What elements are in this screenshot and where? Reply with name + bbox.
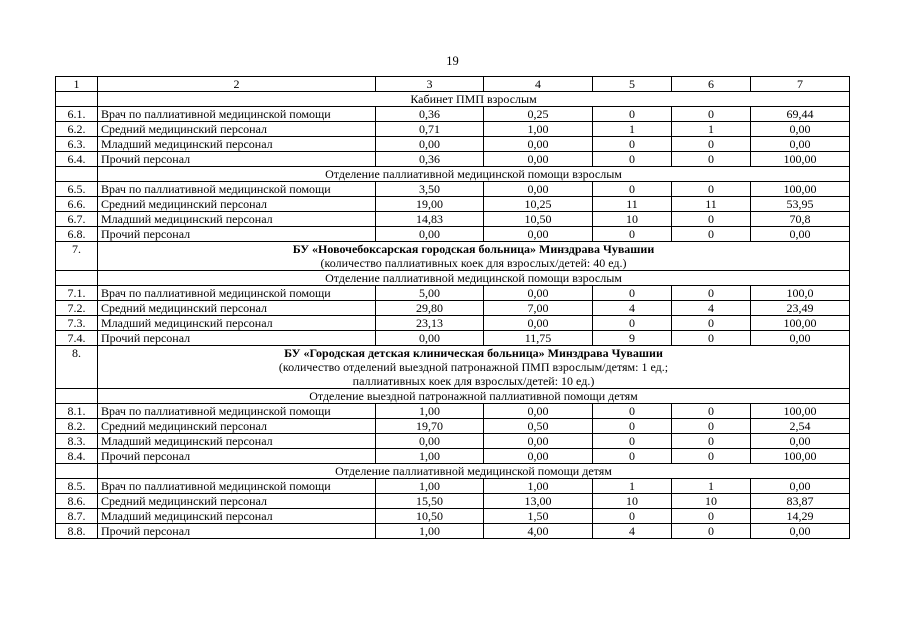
organization-row <box>56 346 850 389</box>
row-number: 6.2. <box>56 122 98 137</box>
value-cell: 0,00 <box>484 152 593 167</box>
section-row <box>56 271 850 286</box>
section-spacer <box>56 271 98 286</box>
value-cell: 0 <box>672 227 751 242</box>
staff-category: Прочий персонал <box>98 331 376 346</box>
row-number: 8.7. <box>56 509 98 524</box>
value-cell: 0,00 <box>484 404 593 419</box>
value-cell: 0 <box>593 152 672 167</box>
row-number: 6.8. <box>56 227 98 242</box>
row-number: 6.6. <box>56 197 98 212</box>
value-cell: 0,71 <box>376 122 484 137</box>
value-cell: 0 <box>672 286 751 301</box>
table-row <box>56 197 850 212</box>
value-cell: 0 <box>593 419 672 434</box>
organization-title <box>98 346 850 389</box>
value-cell: 100,00 <box>751 404 850 419</box>
table-row <box>56 137 850 152</box>
value-cell: 19,00 <box>376 197 484 212</box>
staff-category: Прочий персонал <box>98 227 376 242</box>
value-cell: 1,00 <box>376 449 484 464</box>
value-cell: 0 <box>593 404 672 419</box>
section-title: Отделение паллиативной медицинской помощи взрослым <box>98 167 850 182</box>
value-cell: 0,25 <box>484 107 593 122</box>
value-cell: 11,75 <box>484 331 593 346</box>
value-cell: 1 <box>593 479 672 494</box>
table-row <box>56 212 850 227</box>
staff-category: Младший медицинский персонал <box>98 212 376 227</box>
value-cell: 0,00 <box>376 331 484 346</box>
value-cell: 1,00 <box>484 479 593 494</box>
staff-category: Прочий персонал <box>98 449 376 464</box>
value-cell: 10,50 <box>376 509 484 524</box>
value-cell: 0 <box>593 182 672 197</box>
value-cell: 19,70 <box>376 419 484 434</box>
value-cell: 1,00 <box>484 122 593 137</box>
value-cell: 100,0 <box>751 286 850 301</box>
table-row <box>56 182 850 197</box>
organization-number: 7. <box>56 242 98 271</box>
value-cell: 0,00 <box>751 331 850 346</box>
column-header: 5 <box>593 77 672 92</box>
row-number: 7.4. <box>56 331 98 346</box>
value-cell: 2,54 <box>751 419 850 434</box>
row-number: 8.5. <box>56 479 98 494</box>
table-row <box>56 227 850 242</box>
value-cell: 0,00 <box>376 434 484 449</box>
table-body <box>56 77 850 539</box>
value-cell: 23,49 <box>751 301 850 316</box>
staffing-table <box>55 76 850 539</box>
value-cell: 7,00 <box>484 301 593 316</box>
value-cell: 0,00 <box>484 137 593 152</box>
staff-category: Средний медицинский персонал <box>98 122 376 137</box>
value-cell: 0 <box>672 152 751 167</box>
staff-category: Врач по паллиативной медицинской помощи <box>98 182 376 197</box>
section-row <box>56 167 850 182</box>
value-cell: 11 <box>593 197 672 212</box>
column-header: 7 <box>751 77 850 92</box>
staff-category: Младший медицинский персонал <box>98 137 376 152</box>
section-spacer <box>56 464 98 479</box>
staff-category: Врач по паллиативной медицинской помощи <box>98 404 376 419</box>
table-row <box>56 316 850 331</box>
value-cell: 100,00 <box>751 182 850 197</box>
value-cell: 0,00 <box>484 227 593 242</box>
value-cell: 0,00 <box>751 122 850 137</box>
table-row <box>56 419 850 434</box>
value-cell: 1,50 <box>484 509 593 524</box>
staff-category: Средний медицинский персонал <box>98 494 376 509</box>
value-cell: 0 <box>593 509 672 524</box>
value-cell: 0 <box>672 404 751 419</box>
value-cell: 0 <box>672 509 751 524</box>
value-cell: 0 <box>672 449 751 464</box>
value-cell: 0,36 <box>376 107 484 122</box>
value-cell: 0 <box>672 419 751 434</box>
value-cell: 4 <box>672 301 751 316</box>
staff-category: Средний медицинский персонал <box>98 419 376 434</box>
row-number: 7.2. <box>56 301 98 316</box>
value-cell: 0 <box>672 107 751 122</box>
value-cell: 0 <box>672 212 751 227</box>
column-header: 6 <box>672 77 751 92</box>
value-cell: 1,00 <box>376 524 484 539</box>
section-title: Отделение выездной патронажной паллиативной помощи детям <box>98 389 850 404</box>
staff-category: Младший медицинский персонал <box>98 316 376 331</box>
value-cell: 10,50 <box>484 212 593 227</box>
value-cell: 4 <box>593 524 672 539</box>
value-cell: 0,36 <box>376 152 484 167</box>
row-number: 8.2. <box>56 419 98 434</box>
table-row <box>56 107 850 122</box>
value-cell: 0 <box>593 449 672 464</box>
table-row <box>56 404 850 419</box>
value-cell: 0,00 <box>484 316 593 331</box>
value-cell: 0,00 <box>376 137 484 152</box>
value-cell: 1,00 <box>376 404 484 419</box>
organization-row <box>56 242 850 271</box>
table-row <box>56 286 850 301</box>
value-cell: 3,50 <box>376 182 484 197</box>
row-number: 6.5. <box>56 182 98 197</box>
section-title: Отделение паллиативной медицинской помощи взрослым <box>98 271 850 286</box>
value-cell: 0,00 <box>751 137 850 152</box>
value-cell: 1 <box>672 122 751 137</box>
value-cell: 10 <box>672 494 751 509</box>
table-row <box>56 479 850 494</box>
value-cell: 1 <box>672 479 751 494</box>
value-cell: 0,00 <box>484 434 593 449</box>
value-cell: 0 <box>672 182 751 197</box>
value-cell: 5,00 <box>376 286 484 301</box>
section-spacer <box>56 92 98 107</box>
value-cell: 10 <box>593 212 672 227</box>
page-number: 19 <box>446 54 459 68</box>
value-cell: 0 <box>593 286 672 301</box>
value-cell: 1,00 <box>376 479 484 494</box>
row-number: 6.7. <box>56 212 98 227</box>
value-cell: 10,25 <box>484 197 593 212</box>
row-number: 8.4. <box>56 449 98 464</box>
staff-category: Младший медицинский персонал <box>98 509 376 524</box>
value-cell: 11 <box>672 197 751 212</box>
section-row <box>56 92 850 107</box>
staff-category: Средний медицинский персонал <box>98 197 376 212</box>
staff-category: Врач по паллиативной медицинской помощи <box>98 286 376 301</box>
table-row <box>56 152 850 167</box>
organization-number: 8. <box>56 346 98 389</box>
column-header: 2 <box>98 77 376 92</box>
staff-category: Прочий персонал <box>98 152 376 167</box>
staff-category: Младший медицинский персонал <box>98 434 376 449</box>
organization-name: БУ «Городская детская клиническая больница» Минздрава Чувашии <box>284 346 663 360</box>
table-row <box>56 509 850 524</box>
value-cell: 70,8 <box>751 212 850 227</box>
value-cell: 9 <box>593 331 672 346</box>
value-cell: 0 <box>672 524 751 539</box>
value-cell: 29,80 <box>376 301 484 316</box>
organization-title <box>98 242 850 271</box>
value-cell: 1 <box>593 122 672 137</box>
table-row <box>56 524 850 539</box>
section-spacer <box>56 389 98 404</box>
organization-note: (количество отделений выездной патронажной ПМП взрослым/детям: 1 ед.; <box>278 360 669 374</box>
value-cell: 0 <box>672 137 751 152</box>
value-cell: 100,00 <box>751 152 850 167</box>
value-cell: 100,00 <box>751 449 850 464</box>
value-cell: 0,00 <box>484 286 593 301</box>
value-cell: 0 <box>672 316 751 331</box>
value-cell: 0,00 <box>376 227 484 242</box>
column-header: 4 <box>484 77 593 92</box>
table-row <box>56 331 850 346</box>
row-number: 6.1. <box>56 107 98 122</box>
organization-name: БУ «Новочебоксарская городская больница» Минздрава Чувашии <box>292 242 655 256</box>
staff-category: Прочий персонал <box>98 524 376 539</box>
table-row <box>56 301 850 316</box>
table-row <box>56 449 850 464</box>
value-cell: 0 <box>593 107 672 122</box>
value-cell: 100,00 <box>751 316 850 331</box>
section-spacer <box>56 167 98 182</box>
row-number: 7.3. <box>56 316 98 331</box>
section-row <box>56 464 850 479</box>
table-row <box>56 122 850 137</box>
value-cell: 0,00 <box>751 434 850 449</box>
value-cell: 0 <box>672 434 751 449</box>
row-number: 8.6. <box>56 494 98 509</box>
row-number: 6.4. <box>56 152 98 167</box>
value-cell: 83,87 <box>751 494 850 509</box>
column-header-row <box>56 77 850 92</box>
value-cell: 0 <box>593 227 672 242</box>
value-cell: 0 <box>593 434 672 449</box>
section-row <box>56 389 850 404</box>
section-title: Отделение паллиативной медицинской помощи детям <box>98 464 850 479</box>
value-cell: 0 <box>593 137 672 152</box>
value-cell: 69,44 <box>751 107 850 122</box>
table-row <box>56 434 850 449</box>
row-number: 8.1. <box>56 404 98 419</box>
row-number: 7.1. <box>56 286 98 301</box>
column-header: 3 <box>376 77 484 92</box>
value-cell: 0,00 <box>751 227 850 242</box>
value-cell: 13,00 <box>484 494 593 509</box>
row-number: 8.8. <box>56 524 98 539</box>
row-number: 6.3. <box>56 137 98 152</box>
value-cell: 0,00 <box>484 449 593 464</box>
value-cell: 53,95 <box>751 197 850 212</box>
value-cell: 0 <box>593 316 672 331</box>
value-cell: 4 <box>593 301 672 316</box>
value-cell: 10 <box>593 494 672 509</box>
table-row <box>56 494 850 509</box>
value-cell: 0,50 <box>484 419 593 434</box>
staff-category: Средний медицинский персонал <box>98 301 376 316</box>
organization-note: (количество паллиативных коек для взрослых/детей: 40 ед.) <box>320 256 627 270</box>
organization-note: паллиативных коек для взрослых/детей: 10 ед.) <box>352 374 595 388</box>
value-cell: 4,00 <box>484 524 593 539</box>
row-number: 8.3. <box>56 434 98 449</box>
value-cell: 14,29 <box>751 509 850 524</box>
section-title: Кабинет ПМП взрослым <box>98 92 850 107</box>
value-cell: 0,00 <box>484 182 593 197</box>
value-cell: 0,00 <box>751 524 850 539</box>
value-cell: 0,00 <box>751 479 850 494</box>
column-header: 1 <box>56 77 98 92</box>
value-cell: 23,13 <box>376 316 484 331</box>
value-cell: 0 <box>672 331 751 346</box>
staff-category: Врач по паллиативной медицинской помощи <box>98 479 376 494</box>
value-cell: 15,50 <box>376 494 484 509</box>
staff-category: Врач по паллиативной медицинской помощи <box>98 107 376 122</box>
value-cell: 14,83 <box>376 212 484 227</box>
